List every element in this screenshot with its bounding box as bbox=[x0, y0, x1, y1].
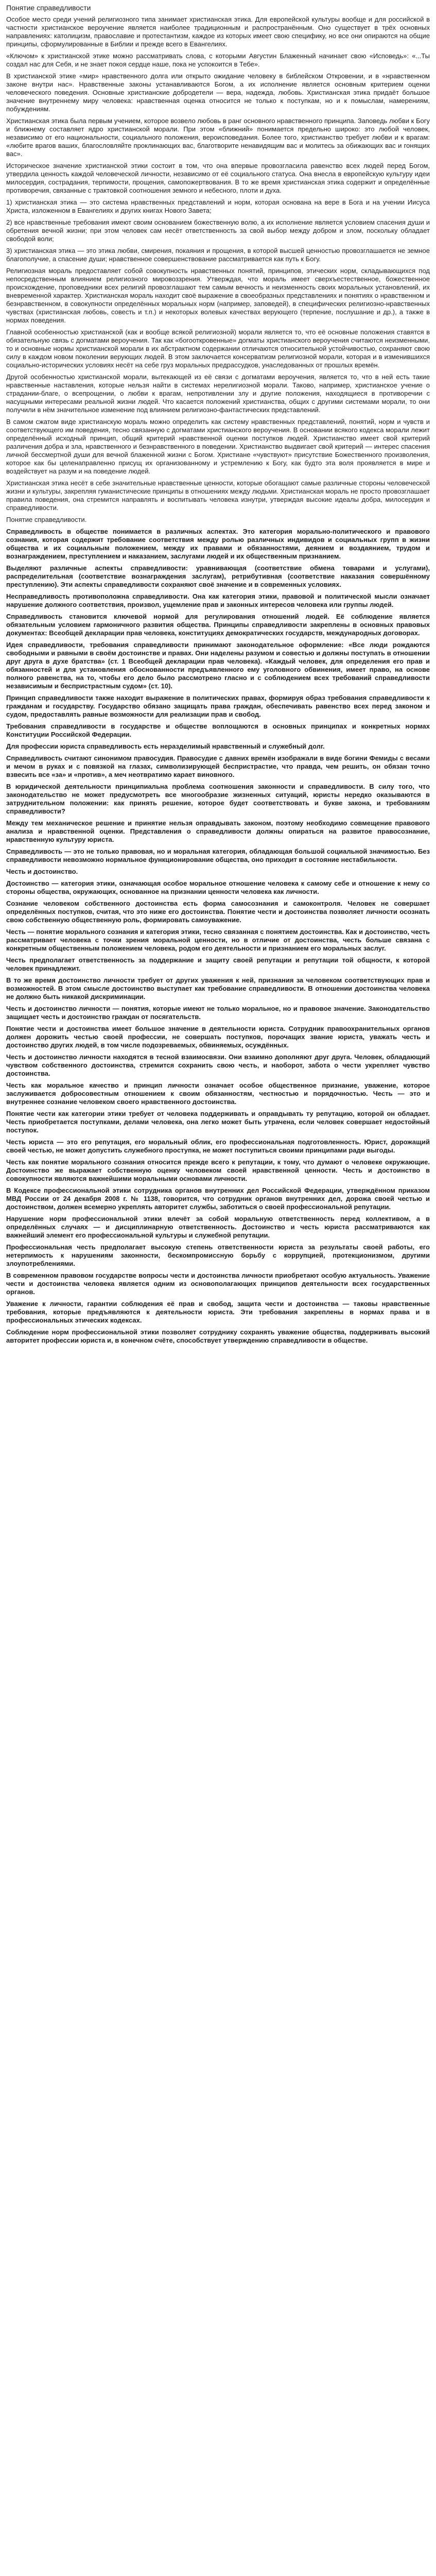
paragraph: В юридической деятельности принципиальна проблема соотношения законности и справедливости. В силу того, что законодательство не может предусмотреть все многообразие жизненных ситуаций, юристы нередко оказываются в затруднительном положении: как принять решение, которое будет соответствовать и букве закона, и требованиям справедливости? bbox=[6, 783, 430, 815]
paragraph: Честь и достоинство. bbox=[6, 868, 78, 875]
paragraph: Понятие чести и достоинства имеет большое значение в деятельности юриста. Сотрудник правоохранительных органов должен дорожить честью своей профессии, не совершать поступков, порочащих звание юриста, уважать честь и достоинство других людей, в том числе подозреваемых, обвиняемых, осуждённых. bbox=[6, 1025, 430, 1049]
paragraph: Справедливость в обществе понимается в различных аспектах. Это категория морально-политического и правового сознания, которая содержит требование соответствия между ролью различных индивидов и социальных групп в жизни общества и их социальным положением, между их правами и обязанностями, деянием и воздаянием, трудом и вознаграждением, преступлением и наказанием, заслугами людей и их общественным признанием. bbox=[6, 528, 430, 560]
paragraph: Честь предполагает ответственность за поддержание и защиту своей репутации и репутации той общности, к которой человек принадлежит. bbox=[6, 956, 430, 972]
page-title: Понятие справедливости bbox=[6, 4, 91, 12]
paragraph: Религиозная мораль предоставляет собой совокупность нравственных понятий, принципов, этических норм, складывающихся под непосредственным влиянием религиозного мировоззрения. Утверждая, что мораль имеет сверхъестественное, божественное происхождение, проповедники всех религий провозглашают тем самым вечность и неизменность своих моральных установлений, их вневременной характер. Христианская мораль находит своё выражение в своеобразных представлениях и понятиях о нравственном и безнравственном, в совокупности определённых моральных норм (например, заповедей), в специфических религиозно-нравственных чувствах (христианская любовь, совесть и т.п.) и некоторых волевых качествах верующего (терпение, послушание и др.), а также в нормах поведения. bbox=[6, 267, 430, 324]
paragraph: В христианской этике «мир» нравственного долга или открыто ожидание человеку в библейском Откровении, и в «нравственном законе внутри нас». Нравственные законы устанавливаются Богом, а их исполнение является основным критерием оценки человеческого поведения. Основные христианские добродетели — вера, надежда, любовь. Христианская этика придаёт большое значение внутреннему миру человека: нравственная оценка относится не только к поступкам, но и к помыслам, намерениям, побуждениям. bbox=[6, 72, 430, 113]
paragraph: Честь как понятие морального сознания относится прежде всего к репутации, к тому, что думают о человеке окружающие. Достоинство же выражает собственную оценку человеком своей нравственной ценности. Честь и достоинство в совокупности являются важнейшими моральными основами личности. bbox=[6, 1158, 430, 1182]
paragraph: Соблюдение норм профессиональной этики позволяет сотруднику сохранять уважение общества, поддерживать высокий авторитет профессии юриста и, в конечном счёте, способствует утверждению справедливости в обществе. bbox=[6, 1328, 430, 1344]
paragraph: Достоинство — категория этики, означающая особое моральное отношение человека к самому себе и отношение к нему со стороны общества, окружающих, основанное на признании ценности человека как личности. bbox=[6, 879, 430, 895]
paragraph: 3) христианская этика — это этика любви, смирения, покаяния и прощения, в которой высшей ценностью провозглашается не земное благополучие, а спасение души; нравственное совершенствование рассматривается как путь к Богу. bbox=[6, 247, 430, 263]
paragraph: Принцип справедливости также находит выражение в политических правах, формируя образ требования справедливости к гражданам и государству. Государство обязано защищать права граждан, обеспечивать равенство всех перед законом и судом, предоставлять равные возможности для реализации прав и свобод. bbox=[6, 694, 430, 718]
paragraph: Христианская этика несёт в себе значительные нравственные ценности, которые обогащают самые различные стороны человеческой жизни и культуры, закрепляя гуманистические принципы в отношениях между людьми. Христианская мораль не просто провозглашает правила поведения, она стремится направлять и воспитывать человека изнутри, утверждая высокие идеалы добра, милосердия и справедливости. bbox=[6, 479, 430, 512]
paragraph: Понятие чести как категории этики требует от человека поддерживать и оправдывать ту репутацию, которой он обладает. Честь приобретается поступками, делами человека, она легко может быть утрачена, если человек совершает недостойный поступок. bbox=[6, 1110, 430, 1134]
paragraph: Профессиональная честь предполагает высокую степень ответственности юриста за результаты своей работы, его нетерпимость к нарушениям законности, бескомпромиссную борьбу с коррупцией, протекционизмом, другими злоупотреблениями. bbox=[6, 1243, 430, 1267]
paragraph: Историческое значение христианской этики состоит в том, что она впервые провозгласила равенство всех людей перед Богом, утвердила ценность каждой человеческой личности, независимо от её социального статуса. Она внесла в европейскую культуру идеи милосердия, сострадания, терпимости, прощения, самопожертвования. В то же время христианская этика содержит и определённые противоречия, связанные с трактовкой соотношения земного и небесного, плоти и духа. bbox=[6, 162, 430, 194]
paragraph: Христианская этика была первым учением, которое возвело любовь в ранг основного нравственного принципа. Заповедь любви к Богу и ближнему составляет ядро христианской морали. При этом «ближний» понимается предельно широко: это любой человек, независимо от его национальности, социального положения, вероисповедания. Более того, христианство требует любви и к врагам: «любите врагов ваших, благословляйте проклинающих вас, благотворите ненавидящим вас и молитесь за обижающих вас и гонящих вас». bbox=[6, 117, 430, 158]
document-body bbox=[6, 15, 430, 1345]
paragraph: В то же время достоинство личности требует от других уважения к ней, признания за человеком соответствующих прав и возможностей. В этом смысле достоинство выступает как требование справедливости. В отношении достоинства человека не должно быть никакой дискриминации. bbox=[6, 976, 430, 1001]
paragraph: Понятие справедливости. bbox=[6, 516, 87, 523]
paragraph: Сознание человеком собственного достоинства есть форма самосознания и самоконтроля. Человек не совершает определённых поступков, считая, что это ниже его достоинства. Понятие чести и достоинства позволяет личности осознать свою собственную общественную роль, формировать самоуважение. bbox=[6, 900, 430, 924]
paragraph: Справедливость — это не только правовая, но и моральная категория, обладающая большой социальной значимостью. Без справедливости невозможно нормальное функционирование общества, оно приходит в состояние нестабильности. bbox=[6, 848, 430, 863]
paragraph: Главной особенностью христианской (как и вообще всякой религиозной) морали является то, что её основные положения ставятся в обязательную связь с догматами вероучения. Так как «богооткровенные» догматы христианского вероучения считаются неизменными, то и основные нормы христианской морали в их абстрактном содержании отличаются относительной устойчивостью, сохраняют свою силу в каждом новом поколении верующих людей. В этом заключается консерватизм религиозной морали, которая и в изменившихся социально-исторических условиях несёт на себе груз моральных предрассудков, унаследованных от прошлых времён. bbox=[6, 328, 430, 369]
paragraph: Честь — понятие морального сознания и категория этики, тесно связанная с понятием достоинства. Как и достоинство, честь рассматривает человека с точки зрения моральной ценности, но в отличие от достоинства, честь больше связана с конкретным общественным положением человека, родом его деятельности и признанием его моральных заслуг. bbox=[6, 928, 430, 952]
paragraph: Справедливость считают синонимом правосудия. Правосудие с давних времён изображали в виде богини Фемиды с весами и мечом в руках и с повязкой на глазах, символизирующей беспристрастие, что правда, чем решить, он обязан точно взвесить все «за» и «против», а меч неотвратимо карает виновного. bbox=[6, 754, 430, 778]
paragraph: Честь и достоинство личности — понятия, которые имеют не только моральное, но и правовое значение. Законодательство защищает честь и достоинство граждан от посягательств. bbox=[6, 1005, 430, 1021]
paragraph: Честь юриста — это его репутация, его моральный облик, его профессиональная подготовленность. Юрист, дорожащий своей честью, не может допустить служебного проступка, не может поступиться своими принципами ради выгоды. bbox=[6, 1138, 430, 1154]
paragraph: «Ключом» к христианской этике можно рассматривать слова, с которыми Августин Блаженный начинает свою «Исповедь»: «...Ты создал нас для Себя, и не знает покоя сердце наше, пока не успокоится в Тебе». bbox=[6, 52, 430, 68]
paragraph: Честь как моральное качество и принцип личности означает особое общественное признание, уважение, которое заслуживается добросовестным отношением к своим обязанностям, честностью и порядочностью. Честь — это и внутреннее сознание человеком своего нравственного достоинства. bbox=[6, 1081, 430, 1106]
paragraph: Уважение к личности, гарантии соблюдения её прав и свобод, защита чести и достоинства — таковы нравственные требования, которые предъявляются к деятельности юриста. Эти требования закреплены в нормах права и в профессиональных этических кодексах. bbox=[6, 1300, 430, 1324]
paragraph: В Кодексе профессиональной этики сотрудника органов внутренних дел Российской Федерации, утверждённом приказом МВД России от 24 декабря 2008 г. № 1138, говорится, что сотрудник органов внутренних дел, дорожа своей честью и достоинством, должен всемерно укреплять авторитет службы, заботиться о своей профессиональной репутации. bbox=[6, 1187, 430, 1211]
paragraph: 2) все нравственные требования имеют своим основанием божественную волю, а их исполнение является условием спасения души и обретения вечной жизни; при этом человек сам несёт ответственность за свой выбор между добром и злом, поскольку обладает свободой воли; bbox=[6, 218, 430, 243]
paragraph: Несправедливость противоположна справедливости. Она как категория этики, правовой и политической мысли означает нарушение должного соответствия, произвол, ущемление прав и законных интересов человека или группы людей. bbox=[6, 592, 430, 608]
paragraph: Требования справедливости в государстве и обществе воплощаются в основных принципах и конкретных нормах Конституции Российской Федерации. bbox=[6, 722, 430, 738]
paragraph: В современном правовом государстве вопросы чести и достоинства личности приобретают особую актуальность. Уважение чести и достоинства человека является одним из основополагающих принципов деятельности всех государственных органов. bbox=[6, 1272, 430, 1296]
paragraph: Честь и достоинство личности находятся в тесной взаимосвязи. Они взаимно дополняют друг друга. Человек, обладающий чувством собственного достоинства, стремится сохранить свою честь, и наоборот, забота о чести укрепляет чувство достоинства. bbox=[6, 1053, 430, 1077]
paragraph: Справедливость становится ключевой нормой для регулирования отношений людей. Её соблюдение является обязательным условием гармоничного развития общества. Принципы справедливости закреплены в основных правовых документах: Всеобщей декларации прав человека, конституциях демократических государств, международных договорах. bbox=[6, 613, 430, 637]
paragraph: Для профессии юриста справедливость есть неразделимый нравственный и служебный долг. bbox=[6, 742, 325, 750]
paragraph: Особое место среди учений религиозного типа занимает христианская этика. Для европейской культуры вообще и для российской в частности христианское вероучение является наиболее традиционным и распространённым. Оно существует в трёх основных направлениях: католицизм, православие и протестантизм, каждое из которых имеет свою специфику, но все они опираются на общие принципы, сформулированные в Библии и прежде всего в Евангелиях. bbox=[6, 15, 430, 48]
paragraph: Нарушение норм профессиональной этики влечёт за собой моральную ответственность перед коллективом, а в определённых случаях — и дисциплинарную ответственность. Достоинство и честь юриста рассматриваются как важнейший элемент его профессиональной культуры и служебной репутации. bbox=[6, 1215, 430, 1239]
paragraph: В самом сжатом виде христианскую мораль можно определить как систему нравственных представлений, понятий, норм и чувств и соответствующего им поведения, тесно связанную с догматами христианского вероучения. В основании всякого кодекса морали лежит определённый исходный принцип, общий критерий нравственной оценки поступков людей. Христианство имеет свой критерий различения добра и зла, нравственного и безнравственного в поведении. Христианство выдвигает свой критерий — интерес спасения личной бессмертной души для вечной блаженной жизни с Богом. Христиане «чувствуют» присутствие Божественного произволения, которое как бы целенаправленно присущ их организованному и устремлению к Богу, как будто эта воля проявляется в мире и воздействует на разум и на поведение людей. bbox=[6, 418, 430, 475]
paragraph: Идея справедливости, требования справедливости принимают законодательное оформление: «Все люди рождаются свободными и равными в своём достоинстве и правах. Они наделены разумом и совестью и должны поступать в отношении друг друга в духе братства» (ст. 1 Всеобщей декларации прав человека). «Каждый человек, для определения его прав и обязанностей и для установления обоснованности предъявленного ему уголовного обвинения, имеет право, на основе полного равенства, на то, чтобы его дело было рассмотрено гласно и с соблюдением всех требований справедливости независимым и беспристрастным судом» (ст. 10). bbox=[6, 641, 430, 690]
paragraph: 1) христианская этика — это система нравственных представлений и норм, которая основана на вере в Бога и на учении Иисуса Христа, изложенном в Евангелиях и других книгах Нового Завета; bbox=[6, 198, 430, 214]
paragraph: Между тем механическое решение и принятие нельзя оправдывать законом, поэтому необходимо совмещение правового анализа и нравственной оценки. Представления о справедливости должны опираться на развитое правосознание, нравственную культуру юриста. bbox=[6, 819, 430, 843]
paragraph: Другой особенностью христианской морали, вытекающей из её связи с догматами вероучения, является то, что в ней есть такие нравственные наставления, которые нельзя найти в системах нерелигиозной морали. Таково, например, христианское учение о страдании-благе, о всепрощении, о любви к врагам, непротивлении злу и другие положения, находящиеся в противоречии с насущными интересами реальной жизни людей. Что касается положений христианства, общих с другими системами морали, то они получили в нём значительное изменение под влиянием религиозно-фантастических представлений. bbox=[6, 373, 430, 414]
paragraph: Выделяют различные аспекты справедливости: уравнивающая (соответствие обмена товарами и услугами), распределительная (соответствие вознаграждения заслугам), ретрибутивная (соответствие наказания совершённому преступлению). Эти аспекты справедливости сохраняют своё значение и в современных условиях. bbox=[6, 564, 430, 588]
